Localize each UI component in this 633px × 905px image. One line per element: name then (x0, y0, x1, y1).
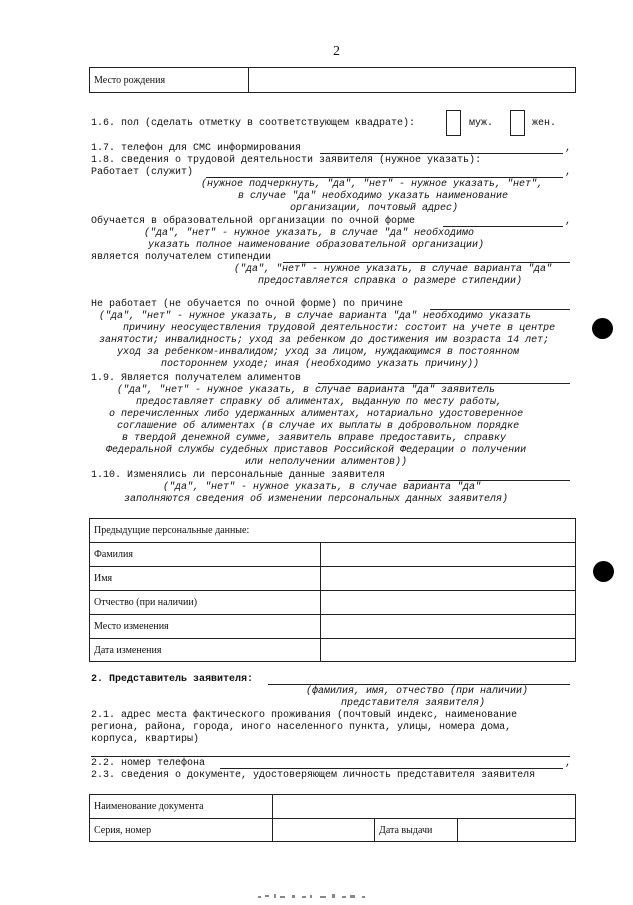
alimony-hint-7: или неполучении алиментов)) (245, 457, 408, 468)
gender-female-label: жен. (532, 118, 557, 129)
works-field[interactable] (206, 177, 563, 178)
stipend-hint-2: предоставляется справка о размере стипендии) (258, 276, 523, 287)
alimony-hint-2: предоставляет справку об алиментах, выданную по месту работы, (136, 397, 503, 408)
previous-data-header: Предыдущие персональные данные: (90, 519, 576, 543)
not-working-label: Не работает (не обучается по очной форме) по причине (91, 299, 404, 310)
not-working-hint-3: занятости; инвалидность; уход за ребенком до достижения им возраста 14 лет; (99, 335, 550, 346)
birthplace-table (89, 67, 576, 93)
prev-change-place-label: Место изменения (90, 615, 321, 639)
representative-heading: 2. Представитель заявителя: (91, 674, 254, 685)
doc-name-label: Наименование документа (90, 795, 273, 819)
doc-name-field[interactable] (273, 795, 576, 819)
doc-series-field[interactable] (273, 819, 375, 842)
previous-data-table (89, 518, 576, 662)
prev-patronymic-field[interactable] (321, 591, 576, 615)
stipend-label: является получателем стипендии (91, 252, 272, 263)
works-hint-1: (нужное подчеркнуть, "да", "нет" - нужное указать, "нет", (201, 179, 544, 190)
stipend-hint-1: ("да", "нет" - нужное указать, в случае варианта "да" (234, 264, 553, 275)
alimony-hint-3: о перечисленных либо удержанных алиментах, нотариально удостоверенное (109, 409, 524, 420)
scan-noise (250, 890, 380, 902)
prev-patronymic-label: Отчество (при наличии) (90, 591, 321, 615)
personal-data-changed-hint-1: ("да", "нет" - нужное указать, в случае варианта "да" (163, 482, 482, 493)
studies-hint-1: ("да", "нет" - нужное указать, в случае "да" необходимо (144, 228, 475, 239)
doc-issue-date-label: Дата выдачи (375, 819, 458, 842)
prev-change-place-field[interactable] (321, 615, 576, 639)
works-hint-2: в случае "да" необходимо указать наименование (238, 191, 509, 202)
punch-hole-top (592, 318, 613, 339)
not-working-hint-2: причину неосуществления трудовой деятельности: состоит на учете в центре (123, 323, 556, 334)
representative-phone-label: 2.2. номер телефона (91, 758, 206, 769)
representative-document-label: 2.3. сведения о документе, удостоверяющем личность представителя заявителя (91, 770, 536, 781)
prev-surname-field[interactable] (321, 543, 576, 567)
sms-phone-field[interactable] (320, 153, 563, 154)
not-working-hint-1: ("да", "нет" - нужное указать, в случае варианта "да" необходимо указать (99, 311, 532, 322)
not-working-hint-5: постороннем уходе; иная (необходимо указать причину)) (161, 359, 480, 370)
personal-data-changed-label: 1.10. Изменялись ли персональные данные заявителя (91, 470, 386, 481)
stipend-field[interactable] (283, 262, 570, 263)
alimony-field[interactable] (318, 383, 570, 384)
address-line-3: корпуса, квартиры) (91, 734, 200, 745)
studies-label: Обучается в образовательной организации по очной форме (91, 216, 416, 227)
birthplace-field[interactable] (249, 68, 576, 93)
page-number: 2 (333, 44, 340, 59)
punch-hole-bottom (593, 561, 614, 582)
works-label: Работает (служит) (91, 167, 194, 178)
works-hint-3: организации, почтовый адрес) (290, 203, 459, 214)
gender-question: 1.6. пол (сделать отметку в соответствующем квадрате): (91, 118, 416, 129)
doc-issue-date-field[interactable] (458, 819, 576, 842)
representative-field[interactable] (268, 684, 570, 685)
not-working-hint-4: уход за ребенком-инвалидом; уход за лицом, нуждающимся в постоянном (117, 347, 520, 358)
prev-name-label: Имя (90, 567, 321, 591)
alimony-hint-5: в твердой денежной сумме, заявитель вправе предоставить, справку (122, 433, 507, 444)
address-field[interactable] (91, 756, 570, 757)
studies-hint-2: указать полное наименование образовательной организации) (148, 240, 485, 251)
not-working-field[interactable] (430, 309, 570, 310)
representative-hint-2: представителя заявителя) (341, 698, 486, 709)
personal-data-changed-field[interactable] (408, 480, 570, 481)
alimony-hint-1: ("да", "нет" - нужное указать, в случае варианта "да" заявитель (117, 385, 496, 396)
gender-female-checkbox[interactable] (510, 110, 525, 136)
representative-hint-1: (фамилия, имя, отчество (при наличии) (306, 686, 529, 697)
address-line-1: 2.1. адрес места фактического проживания (почтовый индекс, наименование (91, 710, 518, 721)
prev-name-field[interactable] (321, 567, 576, 591)
gender-male-label: муж. (469, 118, 494, 129)
alimony-hint-6: Федеральной службы судебных приставов Российской Федерации о получении (106, 445, 527, 456)
gender-male-checkbox[interactable] (446, 110, 461, 136)
address-line-2: региона, района, города, иного населенного пункта, улицы, номера дома, (91, 722, 512, 733)
doc-series-label: Серия, номер (90, 819, 273, 842)
document-table (89, 794, 576, 842)
employment-heading: 1.8. сведения о трудовой деятельности заявителя (нужное указать): (91, 155, 482, 166)
birthplace-label: Место рождения (90, 68, 249, 93)
personal-data-changed-hint-2: заполняются сведения об изменении персональных данных заявителя) (124, 494, 509, 505)
prev-surname-label: Фамилия (90, 543, 321, 567)
studies-field[interactable] (443, 226, 563, 227)
alimony-hint-4: соглашение об алиментах (в случае их выплаты в добровольном порядке (117, 421, 520, 432)
prev-change-date-field[interactable] (321, 639, 576, 662)
sms-phone-label: 1.7. телефон для СМС информирования (91, 143, 302, 154)
alimony-label: 1.9. Является получателем алиментов (91, 373, 302, 384)
representative-phone-field[interactable] (220, 768, 563, 769)
prev-change-date-label: Дата изменения (90, 639, 321, 662)
